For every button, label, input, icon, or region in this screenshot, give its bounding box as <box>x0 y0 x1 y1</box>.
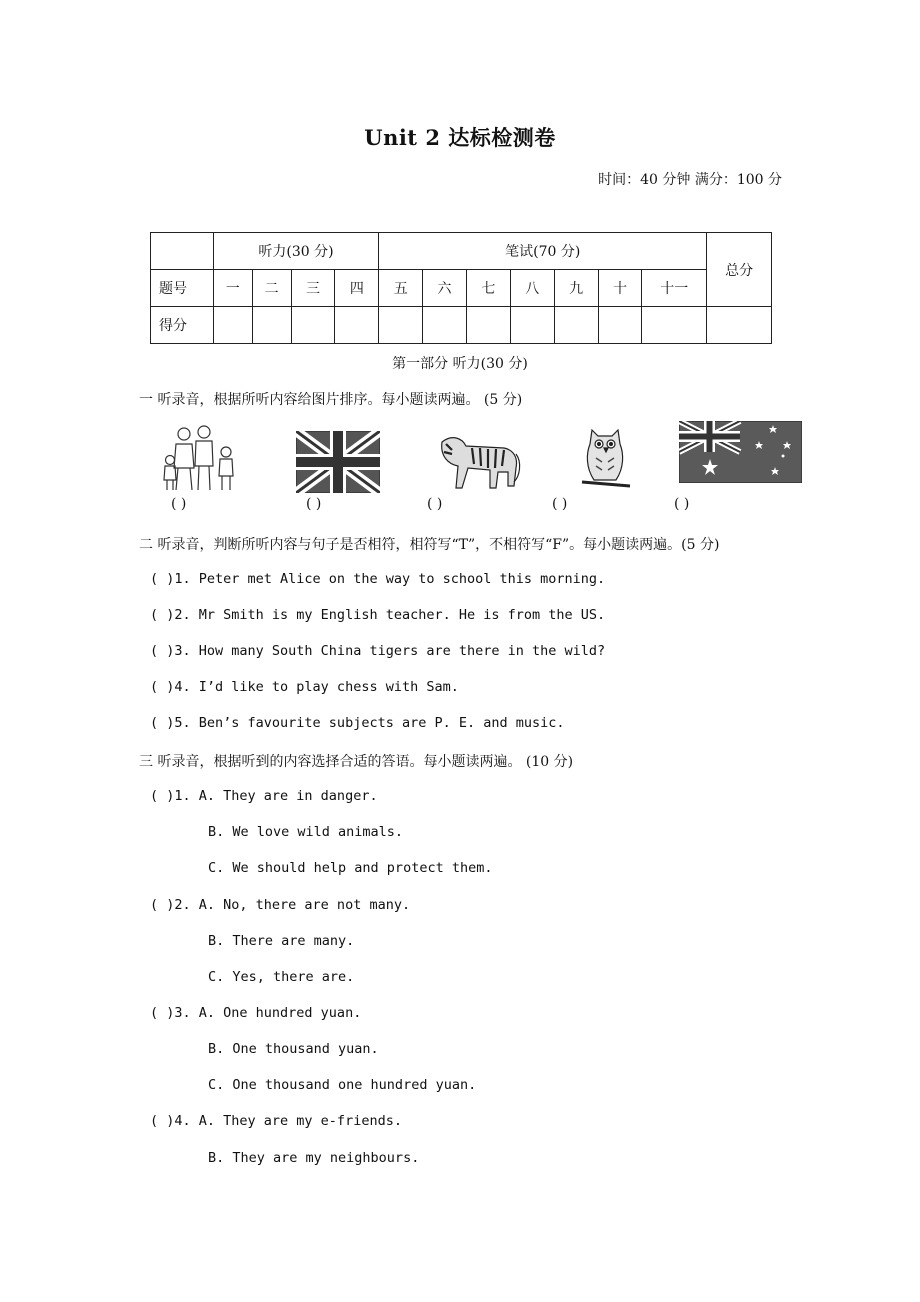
tf-item[interactable]: ( )4. I’d like to play chess with Sam. <box>150 679 459 695</box>
choice-option[interactable]: C. Yes, there are. <box>208 969 355 985</box>
row-label-score: 得分 <box>151 307 214 344</box>
score-cell[interactable] <box>642 307 707 344</box>
choice-option[interactable]: B. There are many. <box>208 933 355 949</box>
tf-item[interactable]: ( )5. Ben’s favourite subjects are P. E. and music. <box>150 715 565 731</box>
choice-option[interactable]: B. They are my neighbours. <box>208 1150 420 1166</box>
answer-blank[interactable]: ( ) <box>306 496 322 512</box>
uk-flag-icon <box>296 431 380 493</box>
tf-item[interactable]: ( )2. Mr Smith is my English teacher. He is from the US. <box>150 607 606 623</box>
answer-blank[interactable]: ( ) <box>552 496 568 512</box>
col-number: 八 <box>510 270 554 307</box>
score-cell[interactable] <box>291 307 335 344</box>
col-number: 九 <box>554 270 598 307</box>
score-cell[interactable] <box>510 307 554 344</box>
total-header: 总分 <box>707 233 772 307</box>
section2-heading: 二 听录音，判断所听内容与句子是否相符，相符写“T”，不相符写“F”。每小题读两遍。(5 分) <box>139 537 720 553</box>
choice-question[interactable]: ( )2. A. No, there are not many. <box>150 897 411 913</box>
col-number: 十 <box>598 270 642 307</box>
australia-flag-icon <box>679 421 802 483</box>
page-title: Unit 2 达标检测卷 <box>364 125 556 150</box>
answer-blank[interactable]: ( ) <box>171 496 187 512</box>
tf-item[interactable]: ( )1. Peter met Alice on the way to school this morning. <box>150 571 606 587</box>
col-number: 四 <box>335 270 379 307</box>
score-cell[interactable] <box>423 307 467 344</box>
owl-icon <box>578 424 634 492</box>
choice-question[interactable]: ( )1. A. They are in danger. <box>150 788 378 804</box>
section1-heading: 一 听录音，根据所听内容给图片排序。每小题读两遍。 (5 分) <box>139 392 523 408</box>
choice-option[interactable]: C. We should help and protect them. <box>208 860 493 876</box>
score-table <box>150 232 772 344</box>
score-cell-total[interactable] <box>707 307 772 344</box>
score-cell[interactable] <box>466 307 510 344</box>
family-icon <box>160 424 236 494</box>
section3-heading: 三 听录音，根据听到的内容选择合适的答语。每小题读两遍。 (10 分) <box>139 754 574 770</box>
choice-question[interactable]: ( )3. A. One hundred yuan. <box>150 1005 362 1021</box>
row-label-number: 题号 <box>151 270 214 307</box>
col-number: 三 <box>291 270 335 307</box>
tiger-icon <box>432 428 522 494</box>
table-corner-cell <box>151 233 214 270</box>
writing-header: 笔试(70 分) <box>379 233 707 270</box>
tf-item[interactable]: ( )3. How many South China tigers are there in the wild? <box>150 643 606 659</box>
score-cell[interactable] <box>598 307 642 344</box>
score-cell[interactable] <box>335 307 379 344</box>
score-cell[interactable] <box>379 307 423 344</box>
listening-header: 听力(30 分) <box>213 233 378 270</box>
col-number: 一 <box>213 270 252 307</box>
choice-question[interactable]: ( )4. A. They are my e-friends. <box>150 1113 402 1129</box>
answer-blank[interactable]: ( ) <box>427 496 443 512</box>
time-score-info: 时间：40 分钟 满分：100 分 <box>598 172 782 188</box>
choice-option[interactable]: B. We love wild animals. <box>208 824 404 840</box>
col-number: 二 <box>252 270 291 307</box>
choice-option[interactable]: C. One thousand one hundred yuan. <box>208 1077 477 1093</box>
choice-option[interactable]: B. One thousand yuan. <box>208 1041 379 1057</box>
col-number: 十一 <box>642 270 707 307</box>
answer-blank[interactable]: ( ) <box>674 496 690 512</box>
col-number: 五 <box>379 270 423 307</box>
col-number: 七 <box>466 270 510 307</box>
part-heading: 第一部分 听力(30 分) <box>392 356 528 372</box>
score-cell[interactable] <box>252 307 291 344</box>
score-cell[interactable] <box>554 307 598 344</box>
col-number: 六 <box>423 270 467 307</box>
score-cell[interactable] <box>213 307 252 344</box>
